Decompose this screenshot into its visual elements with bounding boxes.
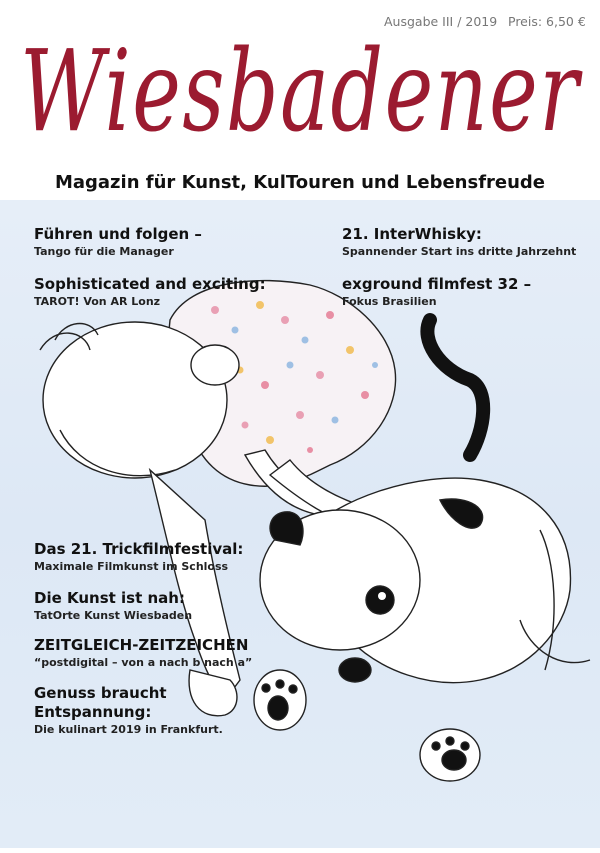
headline-tatorte [34,589,192,623]
headline-subtitle: Tango für die Manager [34,245,174,258]
headline-subtitle: Maximale Filmkunst im Schloss [34,560,229,573]
dog-paws [254,670,480,781]
headline-subtitle: TAROT! Von AR Lonz [34,295,161,308]
headline-tarot [34,275,266,309]
headline-kulinart [34,684,244,737]
headline-tango [34,225,202,259]
headline-title: 21. InterWhisky: [342,225,482,243]
headline-subtitle: Die kulinart 2019 in Frankfurt. [34,723,223,736]
dog-tail [427,320,483,455]
headline-title: Die Kunst ist nah: [34,589,185,607]
headline-subtitle: Fokus Brasilien [342,295,437,308]
headline-zeitgleich [34,636,252,670]
headline-subtitle: “postdigital – von a nach b nach a” [34,656,253,669]
masthead-logo [0,20,600,180]
headline-title: Das 21. Trickfilmfestival: [34,540,244,558]
headline-title: Genuss braucht Entspannung: [34,684,167,721]
headline-title: exground filmfest 32 – [342,275,532,293]
masthead-text: Wiesbadener [20,27,584,157]
headline-interwhisky [342,225,576,259]
headline-title: Führen und folgen – [34,225,202,243]
price-label: Preis: 6,50 € [508,14,586,29]
headline-trickfilm [34,540,243,574]
headline-subtitle: Spannender Start ins dritte Jahrzehnt [342,245,577,258]
headline-title: ZEITGLEICH-ZEITZEICHEN [34,636,249,654]
tagline: Magazin für Kunst, KulTouren und Lebensfreude [54,172,546,193]
issue-label: Ausgabe III / 2019 [384,14,498,29]
headline-exground [342,275,531,309]
headline-subtitle: TatOrte Kunst Wiesbaden [34,609,193,622]
headline-title: Sophisticated and exciting: [34,275,266,293]
